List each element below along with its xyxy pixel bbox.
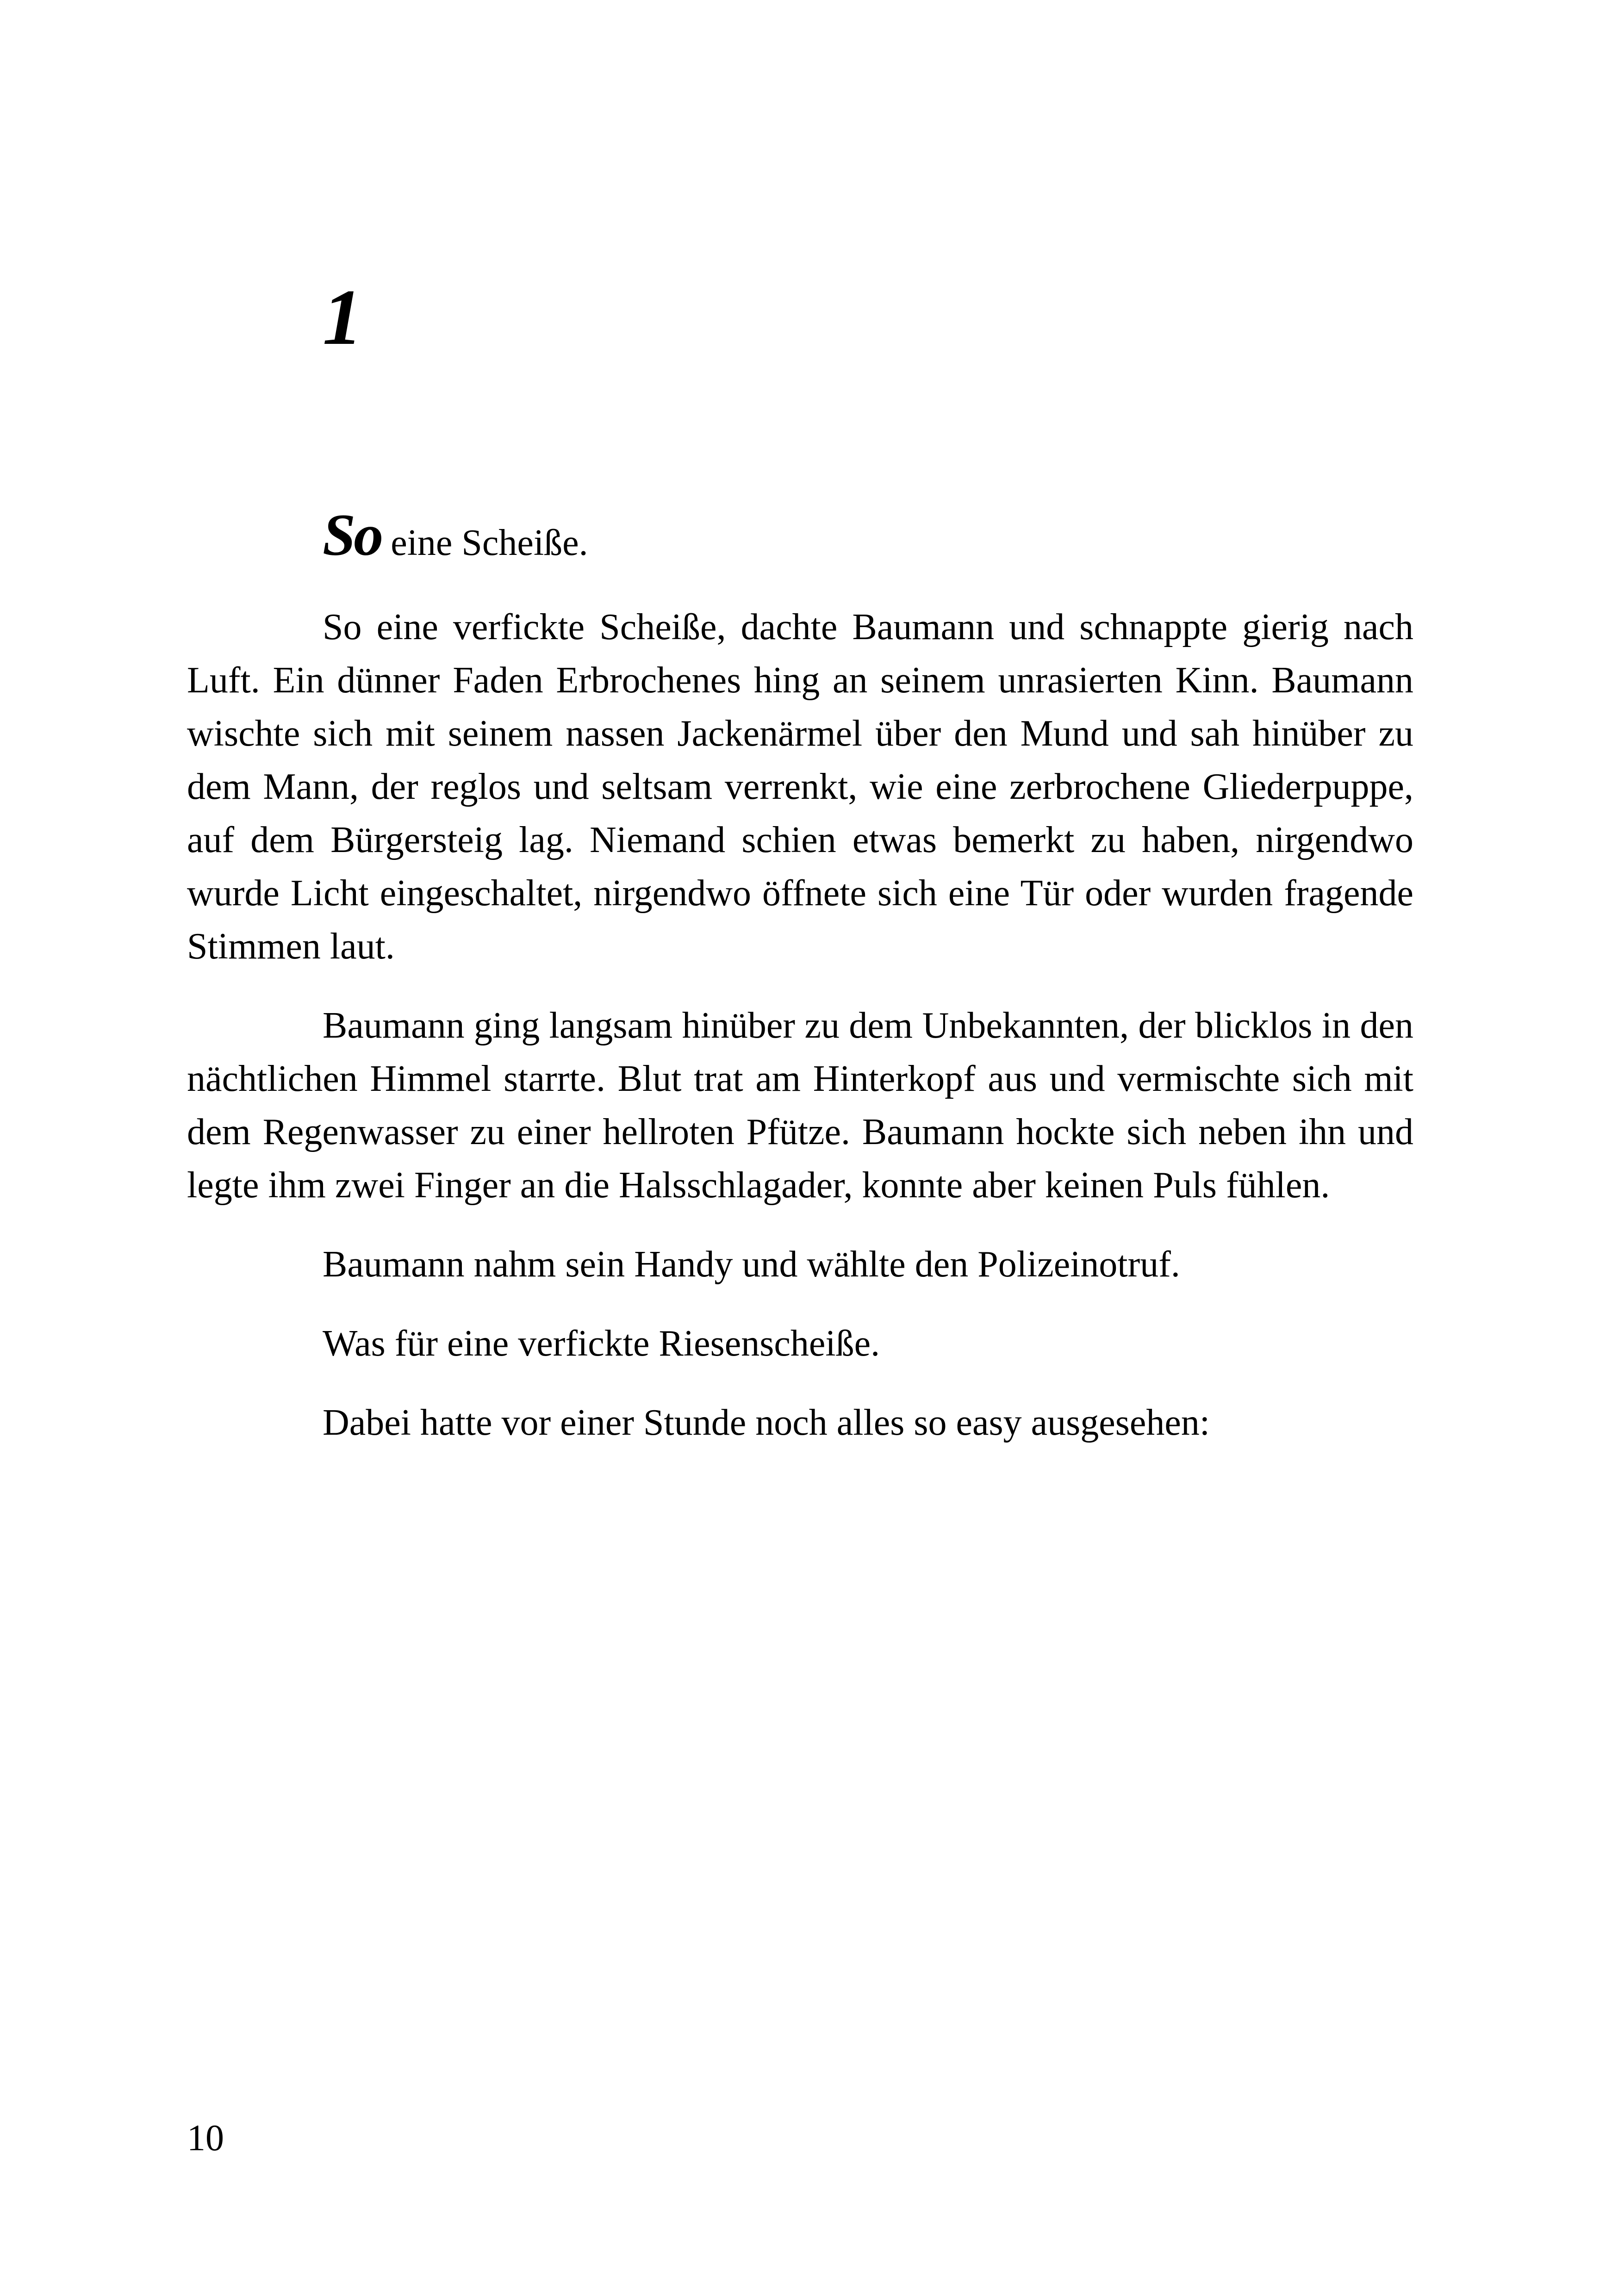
opening-line xyxy=(323,500,1415,571)
chapter-number: 1 xyxy=(323,274,362,361)
opening-line-text: eine Scheiße. xyxy=(381,523,588,563)
paragraph: So eine verfickte Scheiße, dachte Baumann und schnappte gierig nach Luft. Ein dünner Faden Erbrochenes hing an seinem unrasierten Kinn. Baumann wischte sich mit seinem nassen Jackenärmel über den Mund und sah hinüber zu dem Mann, der reglos und seltsam verrenkt, wie eine zerbrochene Gliederpuppe, auf dem Bürgersteig lag. Niemand schien etwas bemerkt zu haben, nirgendwo wurde Licht eingeschaltet, nirgendwo öffnete sich eine Tür oder wurden fragende Stimmen laut. xyxy=(187,607,1413,967)
paragraph: Was für eine verfickte Riesenscheiße. xyxy=(323,1323,880,1364)
body-text xyxy=(187,601,1413,1450)
dropcap: So xyxy=(323,502,382,568)
paragraph: Dabei hatte vor einer Stunde noch alles so easy ausgesehen: xyxy=(323,1402,1210,1443)
page-number: 10 xyxy=(187,2118,224,2159)
paragraph: Baumann ging langsam hinüber zu dem Unbekannten, der blicklos in den nächtlichen Himmel starrte. Blut trat am Hinterkopf aus und vermischte sich mit dem Regenwasser zu einer hellroten Pfütze. Baumann hockte sich neben ihn und legte ihm zwei Finger an die Halsschlagader, konnte aber keinen Puls fühlen. xyxy=(187,1005,1413,1206)
paragraph: Baumann nahm sein Handy und wählte den Polizeinotruf. xyxy=(323,1244,1180,1285)
